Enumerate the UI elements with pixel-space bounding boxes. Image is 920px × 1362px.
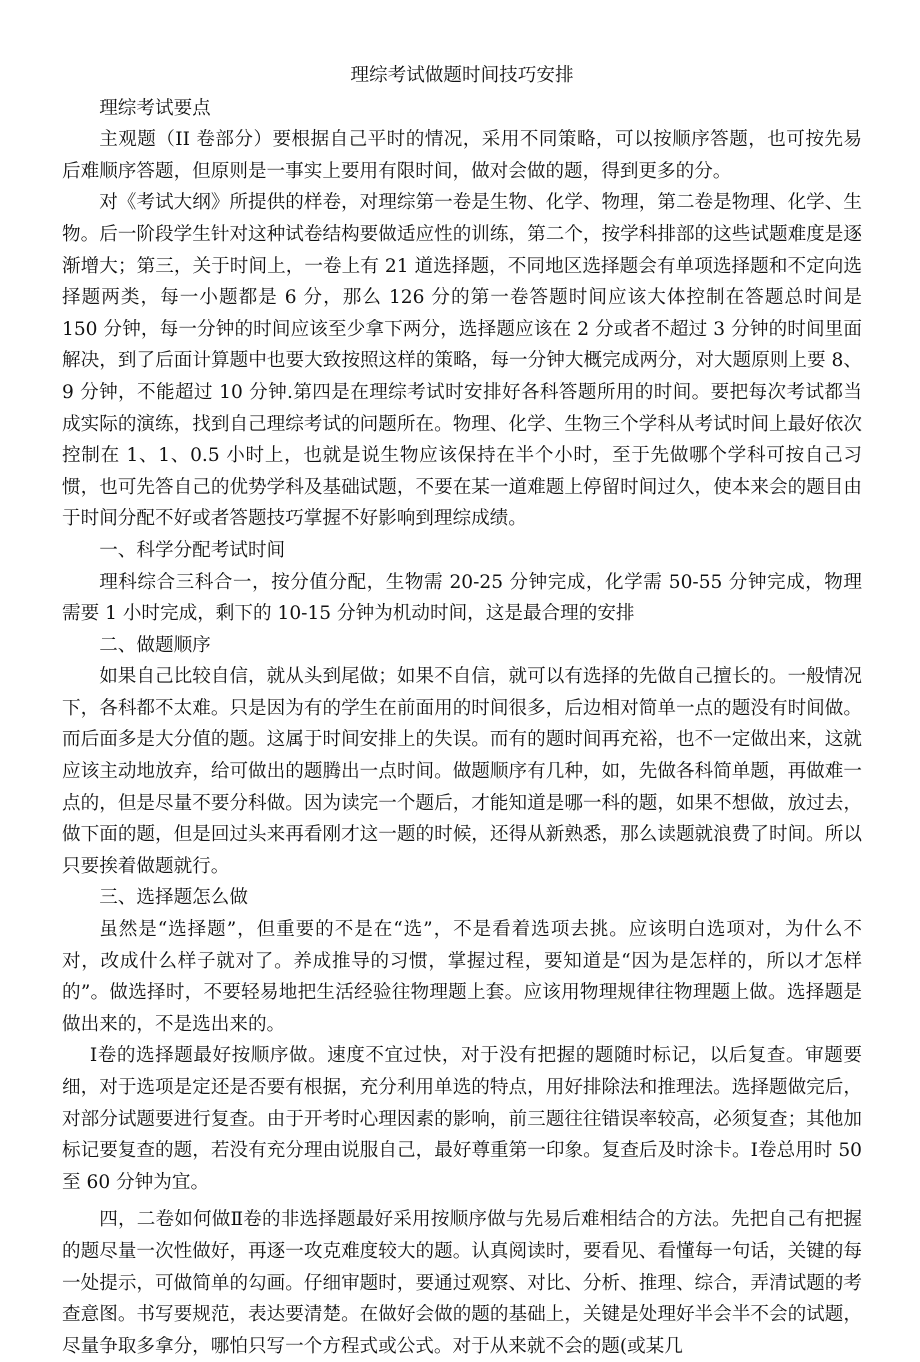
document-title: 理综考试做题时间技巧安排 [350,65,574,86]
paragraph-exam-outline: 对《考试大纲》所提供的样卷，对理综第一卷是生物、化学、物理，第二卷是物理、化学、生物。后一阶段学生针对这种试卷结构要做适应性的训练，第二个，按学科排部的这些试题难度是逐渐增大；第三，关于时间上，一卷上有 21 道选择题，不同地区选择题会有单项选择题和不定向选择题两类，每一小题都是 6 分，那么 126 分的第一卷答题时间应该大体控制在答题总时间是 150 分钟，每一分钟的时间应该至少拿下两分，选择题应该在 2 分或者不超过 3 分钟的时间里面解决，到了后面计算题中也要大致按照这样的策略，每一分钟大概完成两分，对大题原则上要 8、9 分钟，不能超过 10 分钟.第四是在理综考试时安排好各科答题所用的时间。要把每次考试都当成实际的演练，找到自己理综考试的问题所在。物理、化学、生物三个学科从考试时间上最好依次控制在 1、1、0.5 小时上，也就是说生物应该保持在半个小时，至于先做哪个学科可按自己习惯，也可先答自己的优势学科及基础试题，不要在某一道难题上停留时间过久，使本来会的题目由于时间分配不好或者答题技巧掌握不好影响到理综成绩。 [62,192,862,530]
paragraph-order: 如果自己比较自信，就从头到尾做；如果不自信，就可以有选择的先做自己擅长的。一般情况下，各科都不太难。只是因为有的学生在前面用的时间很多，后边相对简单一点的题没有时间做。而后面多是大分值的题。这属于时间安排上的失误。而有的题时间再充裕，也不一定做出来，这就应该主动地放弃，给可做出的题腾出一点时间。做题顺序有几种，如，先做各科简单题，再做难一点的，但是尽量不要分科做。因为读完一个题后，才能知道是哪一科的题，如果不想做，放过去，做下面的题，但是回过头来再看刚才这一题的时候，还得从新熟悉，那么读题就浪费了时间。所以只要挨着做题就行。 [62,666,862,877]
paragraph-time-allocation: 理科综合三科合一，按分值分配，生物需 20-25 分钟完成，化学需 50-55 分钟完成，物理需要 1 小时完成，剩下的 10-15 分钟为机动时间，这是最合理的安排 [62,571,862,625]
section-heading-order: 二、做题顺序 [99,634,211,656]
paragraph-multiple-choice: 虽然是“选择题”，但重要的不是在“选”，不是看着选项去挑。应该明白选项对，为什么不对，改成什么样子就对了。养成推导的习惯，掌握过程，要知道是“因为是怎样的，所以才怎样的”。做选择时，不要轻易地把生活经验往物理题上套。应该用物理规律往物理题上做。选择题是做出来的，不是选出来的。 [62,919,862,1035]
section-heading-main: 理综考试要点 [99,97,211,119]
section-heading-time-allocation: 一、科学分配考试时间 [99,539,286,561]
paragraph-paper-one: Ⅰ卷的选择题最好按顺序做。速度不宜过快，对于没有把握的题随时标记，以后复查。审题要细，对于选项是定还是否要有根据，充分利用单选的特点，用好排除法和推理法。选择题做完后，对部分试题要进行复查。由于开考时心理因素的影响，前三题往往错误率较高，必须复查；其他加标记要复查的题，若没有充分理由说服自己，最好尊重第一印象。复查后及时涂卡。Ⅰ卷总用时 50 至 60 分钟为宜。 [62,1045,862,1193]
paragraph-subjective-questions: 主观题（II 卷部分）要根据自己平时的情况，采用不同策略，可以按顺序答题，也可按先易后难顺序答题，但原则是一事实上要用有限时间，做对会做的题，得到更多的分。 [62,129,862,182]
paragraph-paper-two: 四，二卷如何做Ⅱ卷的非选择题最好采用按顺序做与先易后难相结合的方法。先把自己有把握的题尽量一次性做好，再逐一攻克难度较大的题。认真阅读时，要看见、看懂每一句话，关键的每一处提示，可做简单的勾画。仔细审题时，要通过观察、对比、分析、推理、综合，弄清试题的考查意图。书写要规范，表达要清楚。在做好会做的题的基础上，关键是处理好半会半不会的试题，尽量争取多拿分，哪怕只写一个方程式或公式。对于从来就不会的题(或某几 [62,1209,862,1357]
section-heading-multiple-choice: 三、选择题怎么做 [99,887,248,909]
